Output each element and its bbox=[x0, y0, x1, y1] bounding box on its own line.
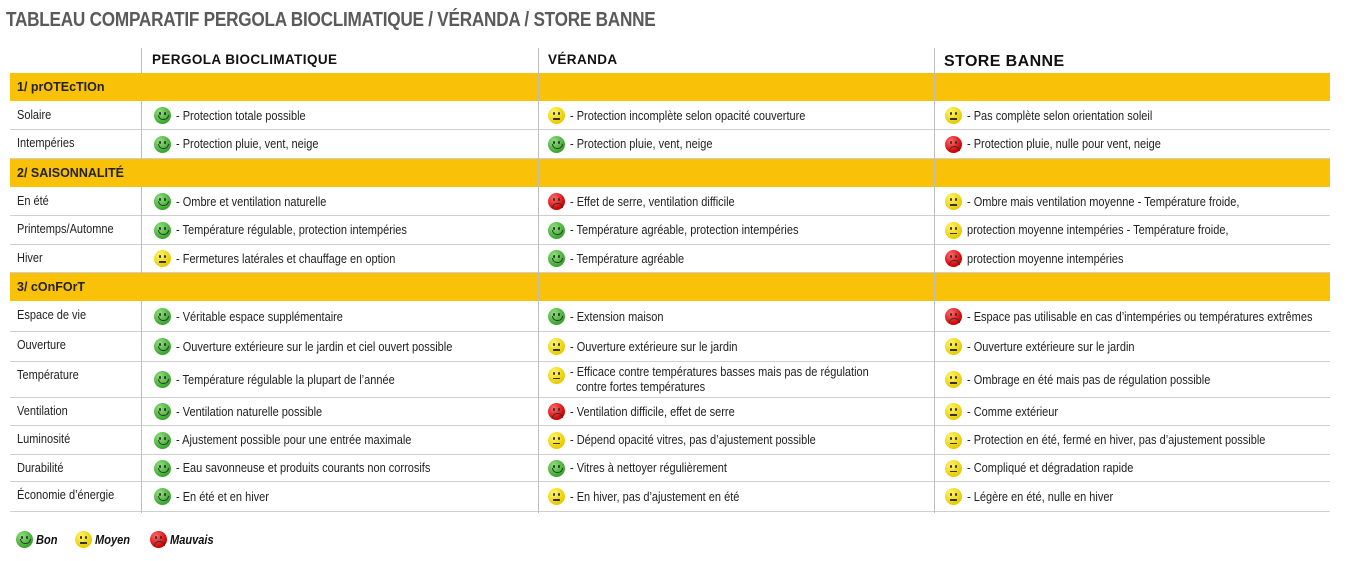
legend bbox=[16, 531, 236, 548]
rating-cell bbox=[548, 302, 676, 331]
smiley-neutral-icon bbox=[945, 432, 962, 449]
smiley-neutral-icon bbox=[945, 222, 962, 239]
rating-cell bbox=[945, 482, 1133, 511]
smiley-sad-icon bbox=[548, 403, 565, 420]
row-label-text: Espace de vie bbox=[17, 308, 87, 322]
smiley-sad-icon bbox=[945, 308, 962, 325]
smiley-neutral-icon bbox=[548, 338, 565, 355]
smiley-neutral-icon bbox=[945, 403, 962, 420]
smiley-neutral-icon bbox=[154, 250, 171, 267]
cell-text: - Protection pluie, vent, neige bbox=[570, 137, 713, 151]
row-label-text: En été bbox=[17, 194, 49, 208]
legend-item-good bbox=[16, 531, 61, 548]
smiley-happy-icon bbox=[154, 338, 171, 355]
rating-cell bbox=[154, 482, 282, 511]
rating-cell bbox=[945, 398, 1071, 425]
smiley-happy-icon bbox=[154, 222, 171, 239]
rating-cell bbox=[154, 426, 444, 454]
cell-text: protection moyenne intempéries bbox=[967, 251, 1124, 266]
row-label-text: Durabilité bbox=[17, 461, 64, 475]
cell-text: - En été et en hiver bbox=[176, 489, 269, 504]
row-label bbox=[17, 455, 70, 481]
rating-cell bbox=[154, 188, 347, 215]
cell-text: - En hiver, pas d’ajustement en été bbox=[570, 489, 740, 504]
cell-text: - Ombre mais ventilation moyenne - Température froide, bbox=[967, 194, 1240, 209]
cell-text: - Fermetures latérales et chauffage en option bbox=[176, 251, 396, 266]
cell-text: - Protection pluie, nulle pour vent, neige bbox=[967, 137, 1161, 151]
cell-text: - Ombre et ventilation naturelle bbox=[176, 194, 327, 209]
smiley-neutral-icon bbox=[945, 193, 962, 210]
rating-cell bbox=[945, 245, 1145, 272]
smiley-neutral-icon bbox=[945, 488, 962, 505]
smiley-happy-icon bbox=[154, 432, 171, 449]
table-row bbox=[10, 245, 1330, 273]
row-label bbox=[17, 332, 73, 361]
rating-cell bbox=[548, 482, 762, 511]
section-header bbox=[10, 159, 1330, 187]
row-label bbox=[17, 482, 128, 511]
table-row bbox=[10, 102, 1330, 130]
smiley-happy-icon bbox=[548, 136, 565, 153]
rating-cell bbox=[154, 245, 425, 272]
rating-cell bbox=[945, 302, 1347, 331]
table-row bbox=[10, 216, 1330, 245]
smiley-neutral-icon bbox=[548, 107, 565, 124]
row-label bbox=[17, 362, 87, 397]
table-row bbox=[10, 362, 1330, 398]
cell-text: - Ouverture extérieure sur le jardin et ciel ouvert possible bbox=[176, 339, 453, 354]
cell-text: - Légère en été, nulle en hiver bbox=[967, 489, 1114, 504]
table-row bbox=[10, 302, 1330, 332]
rating-cell bbox=[548, 216, 830, 244]
rating-cell bbox=[945, 426, 1306, 454]
smiley-sad-icon bbox=[150, 531, 167, 548]
row-label bbox=[17, 245, 46, 272]
smiley-neutral-icon bbox=[945, 338, 962, 355]
cell-text: - Véritable espace supplémentaire bbox=[176, 309, 343, 324]
row-label-text: Température bbox=[17, 368, 79, 382]
cell-text: - Ombrage en été mais pas de régulation possible bbox=[967, 372, 1211, 387]
cell-text: - Protection totale possible bbox=[176, 108, 306, 123]
row-label bbox=[17, 398, 75, 425]
smiley-happy-icon bbox=[154, 308, 171, 325]
cell-text: - Efficace contre températures basses mais pas de régulation bbox=[570, 364, 869, 379]
legend-label: Mauvais bbox=[170, 532, 215, 547]
smiley-happy-icon bbox=[154, 193, 171, 210]
cell-text: - Ventilation difficile, effet de serre bbox=[570, 404, 735, 419]
cell-text: - Eau savonneuse et produits courants non corrosifs bbox=[176, 461, 431, 475]
rating-cell bbox=[154, 130, 338, 158]
rating-cell bbox=[945, 188, 1277, 215]
rating-cell bbox=[548, 332, 760, 361]
cell-text: - Pas complète selon orientation soleil bbox=[967, 108, 1153, 123]
row-label-text: Solaire bbox=[17, 108, 52, 122]
cell-text: - Ajustement possible pour une entrée maximale bbox=[176, 433, 412, 447]
rating-cell bbox=[945, 362, 1244, 397]
table-row bbox=[10, 455, 1330, 482]
legend-item-medium bbox=[75, 531, 136, 548]
smiley-neutral-icon bbox=[548, 432, 565, 449]
cell-text: protection moyenne intempéries - Température froide, bbox=[967, 223, 1229, 237]
column-header-pergola: PERGOLA BIOCLIMATIQUE bbox=[152, 52, 338, 67]
rating-cell bbox=[154, 362, 425, 397]
cell-lines bbox=[570, 365, 869, 395]
row-label bbox=[17, 216, 127, 244]
section-header bbox=[10, 273, 1330, 301]
cell-text: - Protection en été, fermé en hiver, pas d’ajustement possible bbox=[967, 433, 1266, 447]
rating-cell bbox=[154, 455, 465, 481]
section-title: 3/ cOnFOrT bbox=[17, 280, 86, 294]
row-label-text: Hiver bbox=[17, 251, 43, 265]
rating-cell bbox=[548, 245, 700, 272]
row-label-text: Ouverture bbox=[17, 338, 66, 352]
rating-cell bbox=[548, 398, 757, 425]
smiley-neutral-icon bbox=[945, 371, 962, 388]
cell-text: - Température agréable bbox=[570, 251, 685, 266]
rating-cell bbox=[154, 332, 490, 361]
rating-cell bbox=[548, 426, 849, 454]
column-divider bbox=[934, 48, 935, 513]
smiley-sad-icon bbox=[548, 193, 565, 210]
smiley-neutral-icon bbox=[945, 460, 962, 477]
smiley-neutral-icon bbox=[75, 531, 92, 548]
table-row bbox=[10, 188, 1330, 216]
page-title: TABLEAU COMPARATIF PERGOLA BIOCLIMATIQUE / VÉRANDA / STORE BANNE bbox=[6, 9, 656, 31]
smiley-neutral-icon bbox=[548, 488, 565, 505]
rating-cell bbox=[945, 332, 1157, 361]
cell-text-continued: contre fortes températures bbox=[576, 379, 706, 394]
row-label bbox=[17, 130, 82, 158]
cell-text: - Effet de serre, ventilation difficile bbox=[570, 194, 735, 209]
rating-cell bbox=[548, 362, 910, 397]
cell-text: - Protection incomplète selon opacité couverture bbox=[570, 108, 806, 123]
rating-cell bbox=[548, 188, 757, 215]
cell-text: - Ventilation naturelle possible bbox=[176, 404, 323, 419]
rating-cell bbox=[945, 130, 1187, 158]
table-row bbox=[10, 332, 1330, 362]
smiley-happy-icon bbox=[154, 460, 171, 477]
cell-text: - Comme extérieur bbox=[967, 404, 1059, 419]
row-label-text: Économie d’énergie bbox=[17, 488, 115, 502]
row-label bbox=[17, 188, 53, 215]
rating-cell bbox=[154, 302, 366, 331]
column-header-veranda: VÉRANDA bbox=[548, 52, 618, 67]
smiley-happy-icon bbox=[154, 488, 171, 505]
cell-text: - Température agréable, protection intempéries bbox=[570, 223, 799, 237]
smiley-neutral-icon bbox=[945, 107, 962, 124]
legend-item-bad bbox=[150, 531, 221, 548]
column-divider bbox=[538, 48, 539, 513]
smiley-happy-icon bbox=[548, 460, 565, 477]
rating-cell bbox=[548, 455, 748, 481]
smiley-happy-icon bbox=[16, 531, 33, 548]
cell-text: - Ouverture extérieure sur le jardin bbox=[967, 339, 1135, 354]
cell-text: - Dépend opacité vitres, pas d’ajustement possible bbox=[570, 433, 816, 447]
multiline-cell bbox=[548, 365, 910, 395]
smiley-happy-icon bbox=[154, 371, 171, 388]
cell-text: - Espace pas utilisable en cas d’intempéries ou températures extrêmes bbox=[967, 309, 1313, 324]
row-label-text: Printemps/Automne bbox=[17, 222, 114, 236]
cell-text: - Extension maison bbox=[570, 309, 664, 324]
cell-text: - Protection pluie, vent, neige bbox=[176, 137, 319, 151]
smiley-happy-icon bbox=[154, 107, 171, 124]
smiley-happy-icon bbox=[154, 136, 171, 153]
row-label bbox=[17, 302, 96, 331]
table-row bbox=[10, 426, 1330, 455]
rating-cell bbox=[154, 216, 438, 244]
column-divider bbox=[141, 48, 142, 513]
smiley-sad-icon bbox=[945, 136, 962, 153]
smiley-happy-icon bbox=[154, 403, 171, 420]
rating-cell bbox=[548, 130, 732, 158]
cell-text: - Température régulable la plupart de l’année bbox=[176, 372, 395, 387]
row-label-text: Intempéries bbox=[17, 136, 75, 150]
table-row bbox=[10, 130, 1330, 159]
rating-cell bbox=[945, 216, 1264, 244]
rating-cell bbox=[154, 398, 342, 425]
section-header bbox=[10, 73, 1330, 101]
rating-cell bbox=[945, 102, 1178, 129]
rating-cell bbox=[154, 102, 323, 129]
cell-text: - Température régulable, protection intempéries bbox=[176, 223, 407, 237]
cell-text: - Vitres à nettoyer régulièrement bbox=[570, 461, 727, 475]
table-row bbox=[10, 398, 1330, 426]
cell-text: - Compliqué et dégradation rapide bbox=[967, 461, 1134, 475]
smiley-happy-icon bbox=[548, 222, 565, 239]
row-label-text: Ventilation bbox=[17, 404, 68, 418]
column-header-store-banne: STORE BANNE bbox=[944, 53, 1065, 70]
smiley-sad-icon bbox=[945, 250, 962, 267]
smiley-happy-icon bbox=[548, 250, 565, 267]
row-label bbox=[17, 102, 56, 129]
rating-cell bbox=[945, 455, 1156, 481]
section-title: 1/ prOTEcTIOn bbox=[17, 80, 105, 94]
rating-cell bbox=[548, 102, 838, 129]
legend-label: Bon bbox=[36, 532, 58, 547]
cell-text: - Ouverture extérieure sur le jardin bbox=[570, 339, 738, 354]
section-title: 2/ SAISONNALITÉ bbox=[17, 166, 124, 180]
smiley-neutral-icon bbox=[548, 367, 565, 384]
smiley-happy-icon bbox=[548, 308, 565, 325]
legend-label: Moyen bbox=[95, 532, 131, 547]
row-label-text: Luminosité bbox=[17, 432, 71, 446]
row-label bbox=[17, 426, 77, 454]
table-row bbox=[10, 482, 1330, 512]
